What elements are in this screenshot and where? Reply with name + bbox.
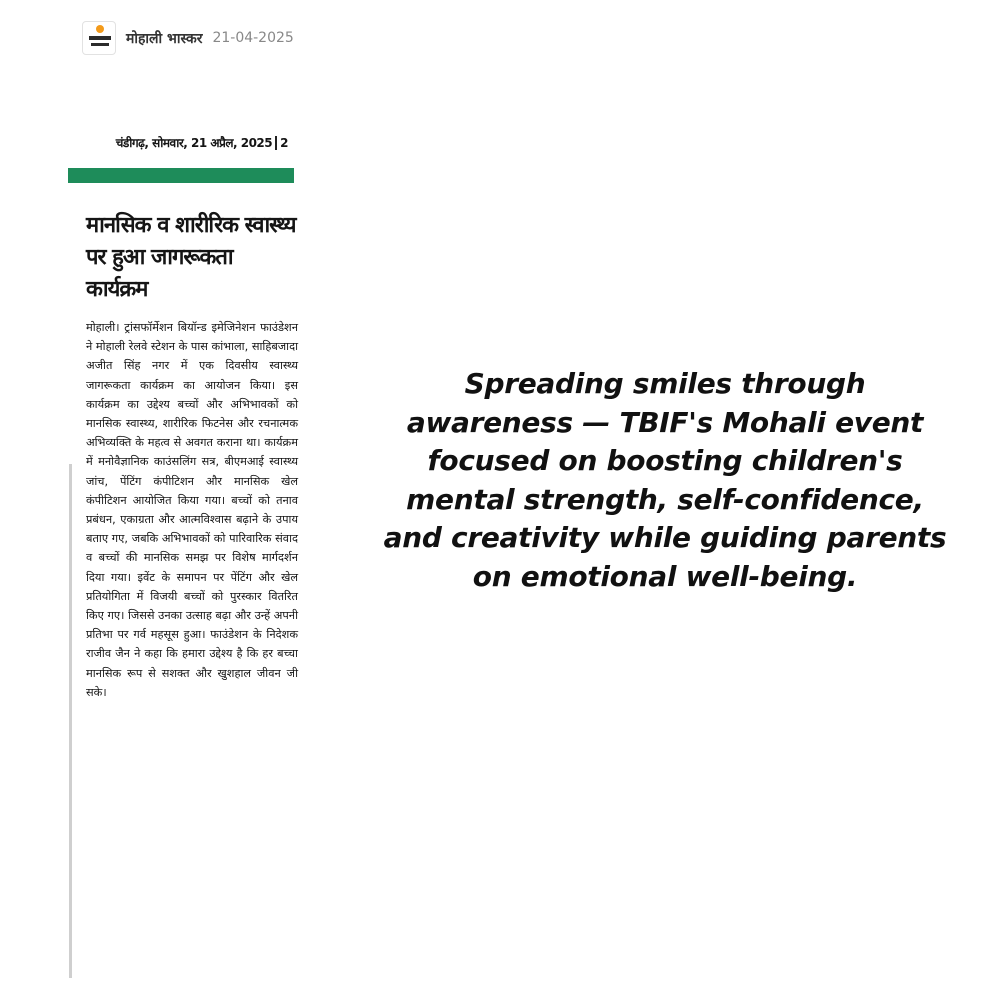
source-date: 21-04-2025 xyxy=(212,30,294,46)
caption-text: Spreading smiles through awareness — TBIF's Mohali event focused on boosting children's mental strength, self-confidence, and creativity while guiding parents on emotional well-being. xyxy=(383,367,947,593)
section-accent-bar xyxy=(68,168,294,183)
source-name: मोहाली भास्कर xyxy=(126,30,203,47)
dainik-bhaskar-logo-icon xyxy=(82,21,116,55)
source-header xyxy=(82,20,294,56)
article-body: मोहाली। ट्रांसफॉर्मेशन बियॉन्ड इमेजिनेशन फाउंडेशन ने मोहाली रेलवे स्टेशन के पास कांभाला, साहिबजादा अजीत सिंह नगर में एक दिवसीय स्वास्थ्य जागरूकता कार्यक्रम का आयोजन किया। इस कार्यक्रम का उद्देश्य बच्चों और अभिभावकों को मानसिक स्वास्थ्य, शारीरिक फिटनेस और रचनात्मक अभिव्यक्ति के महत्व से अवगत कराना था। कार्यक्रम में मनोवैज्ञानिक काउंसलिंग सत्र, बीएमआई स्वास्थ्य जांच, पेंटिंग कंपीटिशन और मानसिक खेल कंपीटिशन आयोजित किया गया। बच्चों को तनाव प्रबंधन, एकाग्रता और आत्मविश्वास बढ़ाने के उपाय बताए गए, जबकि अभिभावकों को पारिवारिक संवाद व बच्चों की मानसिक समझ पर विशेष मार्गदर्शन दिया गया। इवेंट के समापन पर पेंटिंग और खेल प्रतियोगिता में विजयी बच्चों को पुरस्कार वितरित किए गए। जिससे उनका उत्साह बढ़ा और उन्हें अपनी प्रतिभा पर गर्व महसूस हुआ। फाउंडेशन के निदेशक राजीव जैन ने कहा कि हमारा उद्देश्य है कि हर बच्चा मानसिक रूप से सशक्त और खुशहाल जीवन जी सके। xyxy=(86,321,298,699)
clipping-dateline xyxy=(116,134,288,151)
dateline-text: चंडीगढ़, सोमवार, 21 अप्रैल, 2025 xyxy=(115,136,273,150)
page-number: 2 xyxy=(275,136,288,150)
column-divider xyxy=(69,464,72,978)
article-headline: मानसिक व शारीरिक स्वास्थ्य पर हुआ जागरूकता कार्यक्रम xyxy=(86,213,296,302)
newspaper-clipping xyxy=(66,128,302,988)
